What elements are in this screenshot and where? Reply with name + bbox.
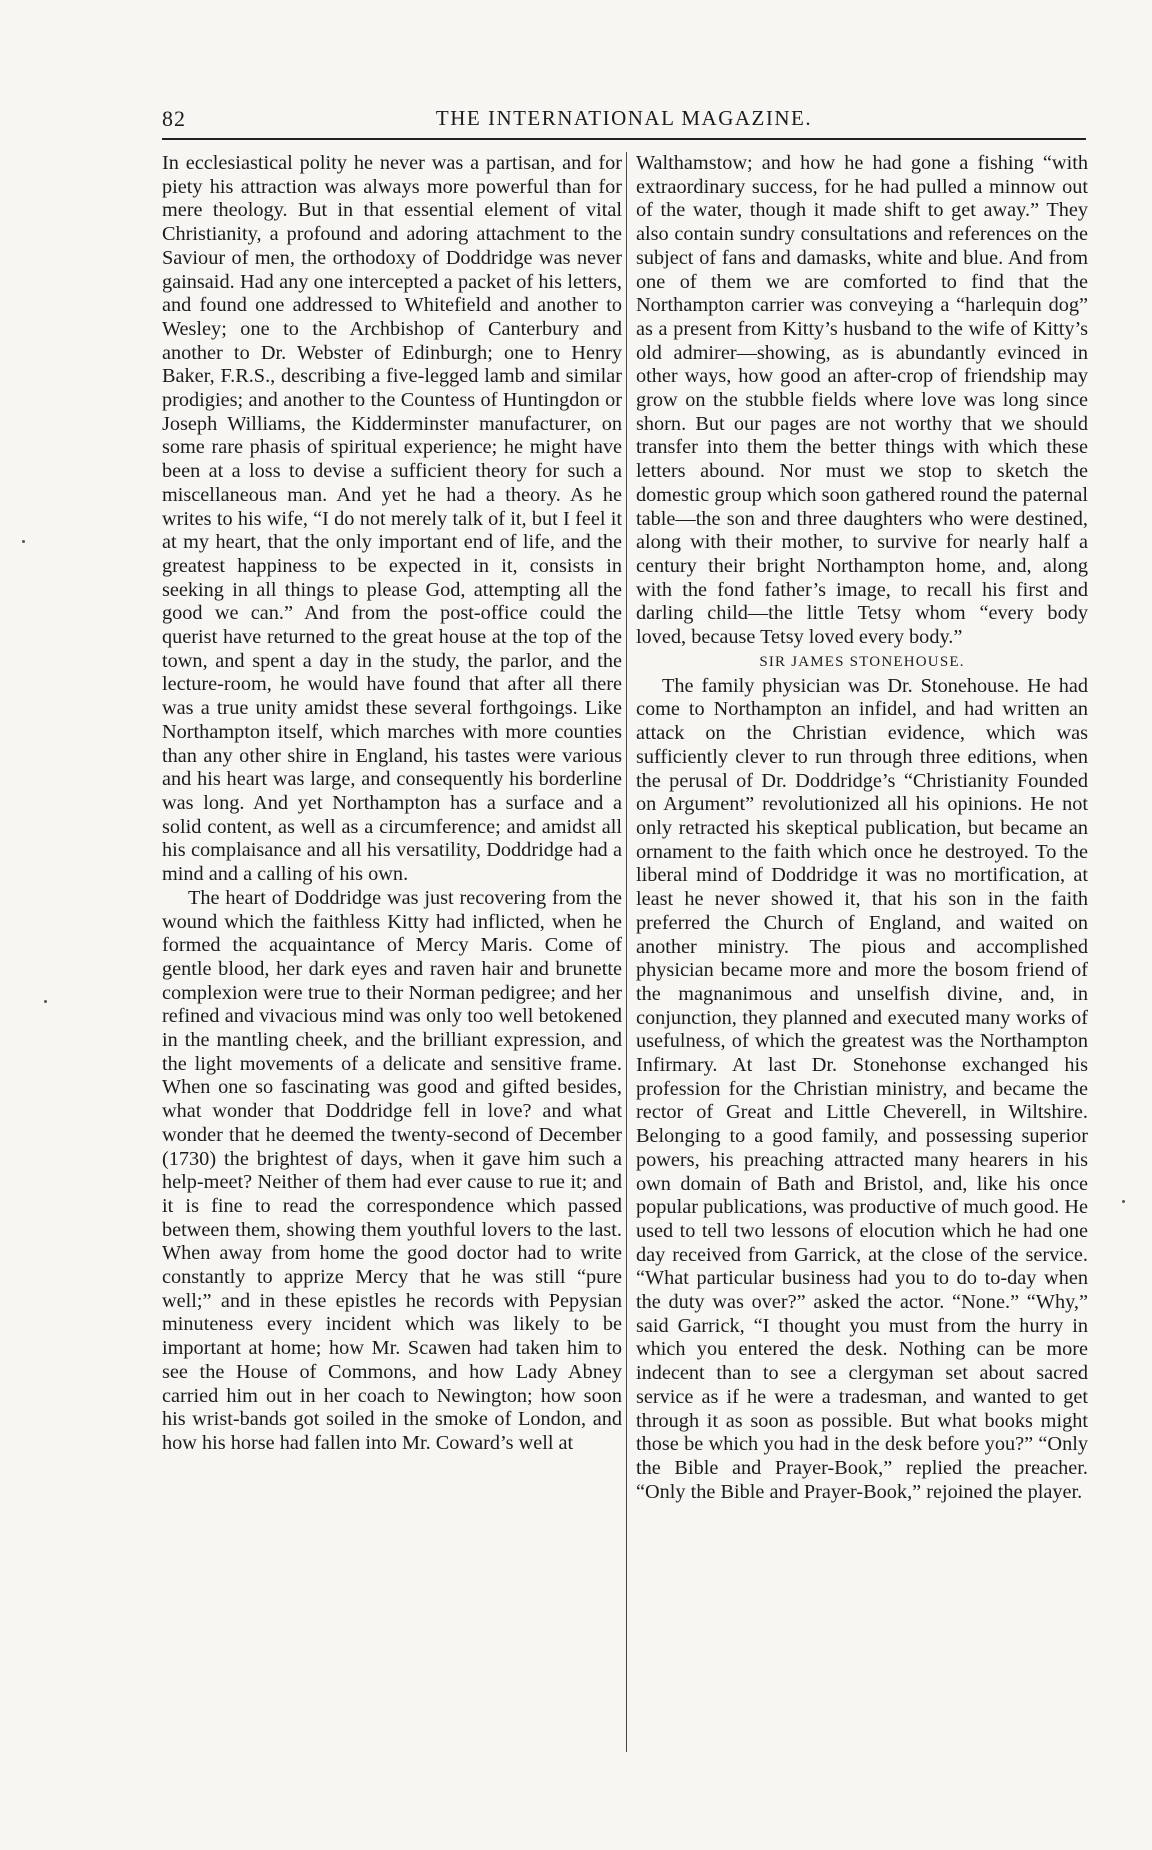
section-heading: SIR JAMES STONEHOUSE. — [759, 653, 965, 670]
column-rule — [626, 152, 627, 1752]
page-header — [162, 104, 1086, 140]
paragraph-stonehouse: The family physician was Dr. Stonehouse. He had come to Northampton an infidel, and had written an attack on the Christian evidence, which was sufficiently clever to run through three editions, when the perusal of Dr. Doddridge’s “Christianity Founded on Argument” revolutionized all his opinions. He not only retracted his skeptical publication, but became an ornament to the faith which once he destroyed. To the liberal mind of Doddridge it was no mortification, at least he never showed it, that his son in the faith preferred the Church of England, and waited on another ministry. The pious and accomplished physician became more and more the bosom friend of the magnanimous and unselfish divine, and, in conjunction, they planned and executed many works of usefulness, of which the greatest was the Northampton Infirmary. At last Dr. Stonehonse exchanged his profession for the Christian ministry, and became the rector of Great and Little Cheverell, in Wiltshire. Belonging to a good family, and possessing superior powers, his preaching attracted many hearers in his own domain of Bath and Bristol, and, like his once popular publications, was productive of much good. He used to tell two lessons of elocution which he had one day received from Garrick, at the close of the service. “What particular business had you to do to-day when the duty was over?” asked the actor. “None.” “Why,” said Garrick, “I thought you must from the hurry in which you entered the desk. Nothing can be more indecent than to see a clergyman set about sacred service as if he were a tradesman, and wanted to get through it as soon as possible. But what books might those be which you had in the desk before you?” “Only the Bible and Prayer-Book,” replied the preacher. “Only the Bible and Prayer-Book,” rejoined the player. — [636, 674, 1088, 1503]
page-number: 82 — [162, 106, 186, 131]
paragraph-walthamstow: Walthamstow; and how he had gone a fishing “with extraordinary success, for he had pulled a minnow out of the water, though it made shift to get away.” They also contain sundry consultations and references on the subject of fans and damasks, white and blue. And from one of them we are comforted to find that the Northampton carrier was conveying a “harlequin dog” as a present from Kitty’s husband to the wife of Kitty’s old admirer—showing, as is abundantly evinced in other ways, how good an after-crop of friendship may grow on the stubble fields where love was long since shorn. But our pages are not worthy that we should transfer into them the better things with which these letters abound. Nor must we stop to sketch the domestic group which soon gathered round the paternal table—the son and three daughters who were destined, along with their mother, to survive for nearly half a century their bright Northampton home, and, along with the fond father’s image, to recall his first and darling child—the little Tetsy whom “every body loved, because Tetsy loved every body.” — [636, 152, 1088, 649]
print-speck — [44, 1000, 47, 1003]
paragraph-doddridge-polity: In ecclesiastical polity he never was a partisan, and for piety his attraction was always more powerful than for mere theology. But in that essential element of vital Christianity, a profound and adoring attachment to the Saviour of men, the orthodoxy of Doddridge was never gainsaid. Had any one intercepted a packet of his letters, and found one addressed to Whitefield and another to Wesley; one to the Archbishop of Canterbury and another to Dr. Webster of Edinburgh; one to Henry Baker, F.R.S., describing a five-legged lamb and similar prodigies; and another to the Countess of Huntingdon or Joseph Williams, the Kidderminster manufacturer, on some rare phasis of spiritual experience; he might have been at a loss to devise a sufficient theory for such a miscellaneous man. And yet he had a theory. As he writes to his wife, “I do not merely talk of it, but I feel it at my heart, that the only important end of life, and the greatest happiness to be expected in it, consists in seeking in all things to please God, attempting all the good we can.” And from the post-office could the querist have returned to the great house at the top of the town, and spent a day in the study, the parlor, and the lecture-room, he would have found that after all there was a true unity amidst these several forthgoings. Like Northampton itself, which marches with more counties than any other shire in England, his tastes were various and his heart was large, and consequently his borderline was long. And yet Northampton has a surface and a solid content, as well as a circumference; and amidst all his complaisance and all his versatility, Doddridge had a mind and a calling of his own. — [162, 152, 622, 886]
print-speck — [22, 540, 25, 543]
running-head: THE INTERNATIONAL MAGAZINE. — [435, 106, 813, 130]
print-speck — [1122, 1200, 1125, 1203]
left-column — [162, 152, 622, 1456]
right-column — [636, 152, 1088, 1504]
paragraph-mercy-maris: The heart of Doddridge was just recovering from the wound which the faithless Kitty had inflicted, when he formed the acquaintance of Mercy Maris. Come of gentle blood, her dark eyes and raven hair and brunette complexion were true to their Norman pedigree; and her refined and vivacious mind was only too well betokened in the mantling cheek, and the brilliant expression, and the light movements of a delicate and sensitive frame. When one so fascinating was good and gifted besides, what wonder that Doddridge fell in love? and what wonder that he deemed the twenty-second of December (1730) the brightest of days, when it gave him such a help-meet? Neither of them had ever cause to rue it; and it is fine to read the correspondence which passed between them, showing them youthful lovers to the last. When away from home the good doctor had to write constantly to apprize Mercy that he was still “pure well;” and in these epistles he records with Pepysian minuteness every incident which was likely to be important at home; how Mr. Scawen had taken him to see the House of Commons, and how Lady Abney carried him out in her coach to Newington; how soon his wrist-bands got soiled in the smoke of London, and how his horse had fallen into Mr. Coward’s well at — [162, 886, 622, 1454]
